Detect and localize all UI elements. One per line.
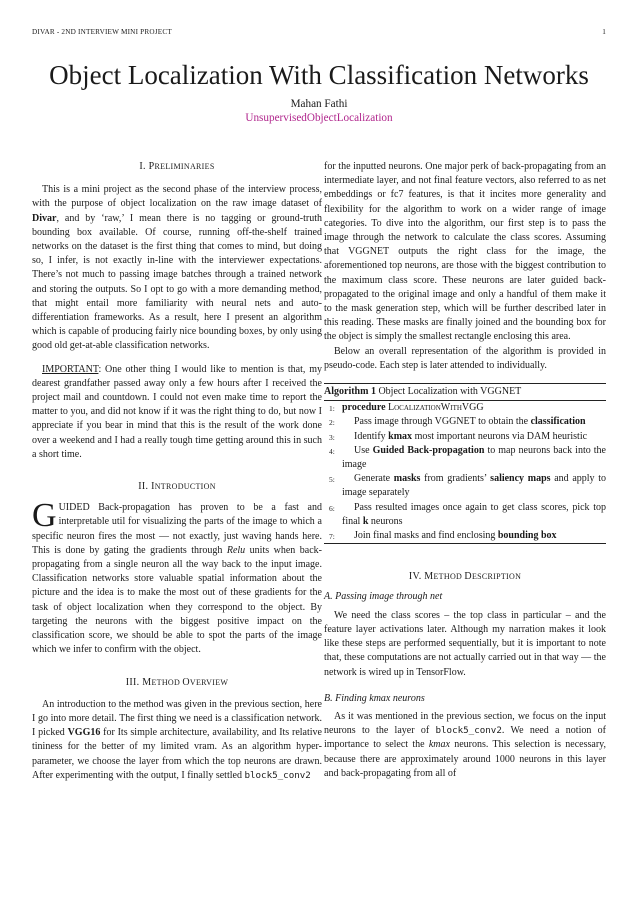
- section-heading-method-overview: III. METHOD OVERVIEW: [125, 676, 229, 688]
- algorithm-line-7: 7: Join final masks and find enclosing bounding box: [329, 530, 557, 542]
- subsection-heading-passing-image: A. Passing image through net: [324, 591, 443, 603]
- paper-title: Object Localization With Classification Networks: [49, 60, 589, 90]
- drop-cap: G: [32, 497, 57, 535]
- paragraph-preliminaries-2: IMPORTANT: One other thing I would like to mention is that, my dearest grandfather passed away only a few hours after I received the project mail and countdown. I could not even make time to report the matter to you, and did not know if it was the right thing to do, but now I appreciate if you bear in mind that this is the result of the work done over a weekend and I had a really tough time getting around this in such a short time.: [32, 363, 322, 460]
- subsection-heading-finding-kmax: B. Finding kmax neurons: [324, 692, 425, 704]
- paragraph-introduction: GUIDED Back-propagation has proven to be a fast and interpretable util for visualizing the parts of the image to which a specific neuron fires the most — not exactly, just waving hands here. This is done by gating the gradients through Relu units when back-propagating from a single neuron all the way back to the input image. Classification networks store valuable spatial information about the picture and the idea is to make the most out of these gradients for the task of object localization when they correspond to the object. By targeting the neurons with the biggest positive impact on the classification score, we should be able to spot the parts of the image which we infer to confirm with the object.: [32, 497, 322, 656]
- paragraph-method-overview: An introduction to the method was given in the previous section, here I go into more detail. The first thing we need is a classification network. I picked VGG16 for Its simple architecture, availability, and Its relative tininess for the better of my limited vram. As an algorithm hyper-parameter, we choose the layer from which the top neurons are drawn. After experimenting with the output, I finally settled block5_conv2: [32, 698, 322, 781]
- section-heading-method-description: IV. METHOD DESCRIPTION: [408, 571, 522, 583]
- paragraph-preliminaries-1: This is a mini project as the second phase of the interview process, with the purpose of object localization on the raw image dataset of Divar, and by ‘raw,’ I mean there is no tagging or ground-truth bounding box available. Of course, running off-the-shelf trained networks on the dataset is the first thing that comes to mind, but doing so, I infer, is not exactly in-line with the interviewer expectations. There’s not much to passing image batches through a trained network and storing the outputs. So I opt to go with a more demanding method, that might entail more familiarity with neural nets and auto-differentiation frameworks. As a result, here I present an algorithm which is capable of producing fairly nice bounding boxes, by only using good old get-at-able classification networks.: [32, 184, 322, 352]
- section-heading-preliminaries: I. PRELIMINARIES: [139, 161, 215, 172]
- section-heading-introduction: II. INTRODUCTION: [138, 481, 216, 493]
- page-number: 1: [602, 28, 606, 36]
- algorithm-line-3: 3: Identify kmax most important neurons via DAM heuristic: [329, 430, 588, 442]
- important-label: IMPORTANT: [42, 363, 99, 375]
- paragraph-pseudocode-intro: Below an overall representation of the algorithm is provided in pseudo-code. Each step is later attended to individually.: [324, 345, 606, 371]
- right-column: [324, 160, 606, 781]
- author-name: Mahan Fathi: [290, 98, 348, 110]
- paragraph-finding-kmax: As it was mentioned in the previous section, we focus on the input neurons to the layer of block5_conv2. We need a notion of importance to select the kmax neurons. This selection is necessary, because there are approximately around 1000 neurons in this layer and back-propagating from all of: [324, 710, 607, 779]
- paragraph-passing-image: We need the class scores – the top class in particular – and the feature layer activations later. Although my narration makes it look like these steps are performed sequentially, but it is important to note that, these computations are not actually carried out in that way — the network is wired up in TensorFlow.: [324, 609, 606, 678]
- algorithm-line-6: 6: Pass resulted images once again to get class scores, pick top final k neurons: [329, 501, 606, 527]
- algorithm-line-1: 1: procedure LocalizationWithVGG: [329, 402, 484, 414]
- code-layer-name: block5_conv2: [244, 769, 311, 781]
- algorithm-line-4: 4: Use Guided Back-propagation to map neurons back into the image: [329, 444, 606, 471]
- left-column: [32, 160, 322, 783]
- running-header-title: DIVAR - 2ND INTERVIEW MINI PROJECT: [32, 28, 172, 36]
- code-layer-name-2: block5_conv2: [435, 725, 502, 737]
- algorithm-line-2: 2: Pass image through VGGNET to obtain the classification: [329, 416, 586, 428]
- paragraph-overview-continued: for the inputted neurons. One major perk of back-propagating from an intermediate layer, and not final feature vectors, also referred to as net embeddings or fc7 features, is that it incites more generality and flexibility for the algorithm to work on a wider range of image categories. To dive into the algorithm, our first step is to pass the image through the network to calculate the class scores. Assuming that VGGNET outputs the right class for the image, the aforementioned top neurons, are those with the biggest contribution to the maximum class score. These neurons are later guided back-propagated to the original image and only a handful of them make it to the mask generation step, which will be further described later in this reading. These masks are finally joined and the bounding box for the object is simply the smallest rectangle enclosing this area.: [324, 161, 606, 343]
- running-header: [32, 28, 606, 40]
- author-affiliation-link[interactable]: UnsupervisedObjectLocalization: [245, 112, 393, 124]
- algorithm-line-5: 5: Generate masks from gradients’ saliency maps and apply to image separately: [329, 473, 606, 499]
- algorithm-box: [324, 383, 606, 544]
- algorithm-caption: Algorithm 1 Object Localization with VGGNET: [324, 384, 606, 401]
